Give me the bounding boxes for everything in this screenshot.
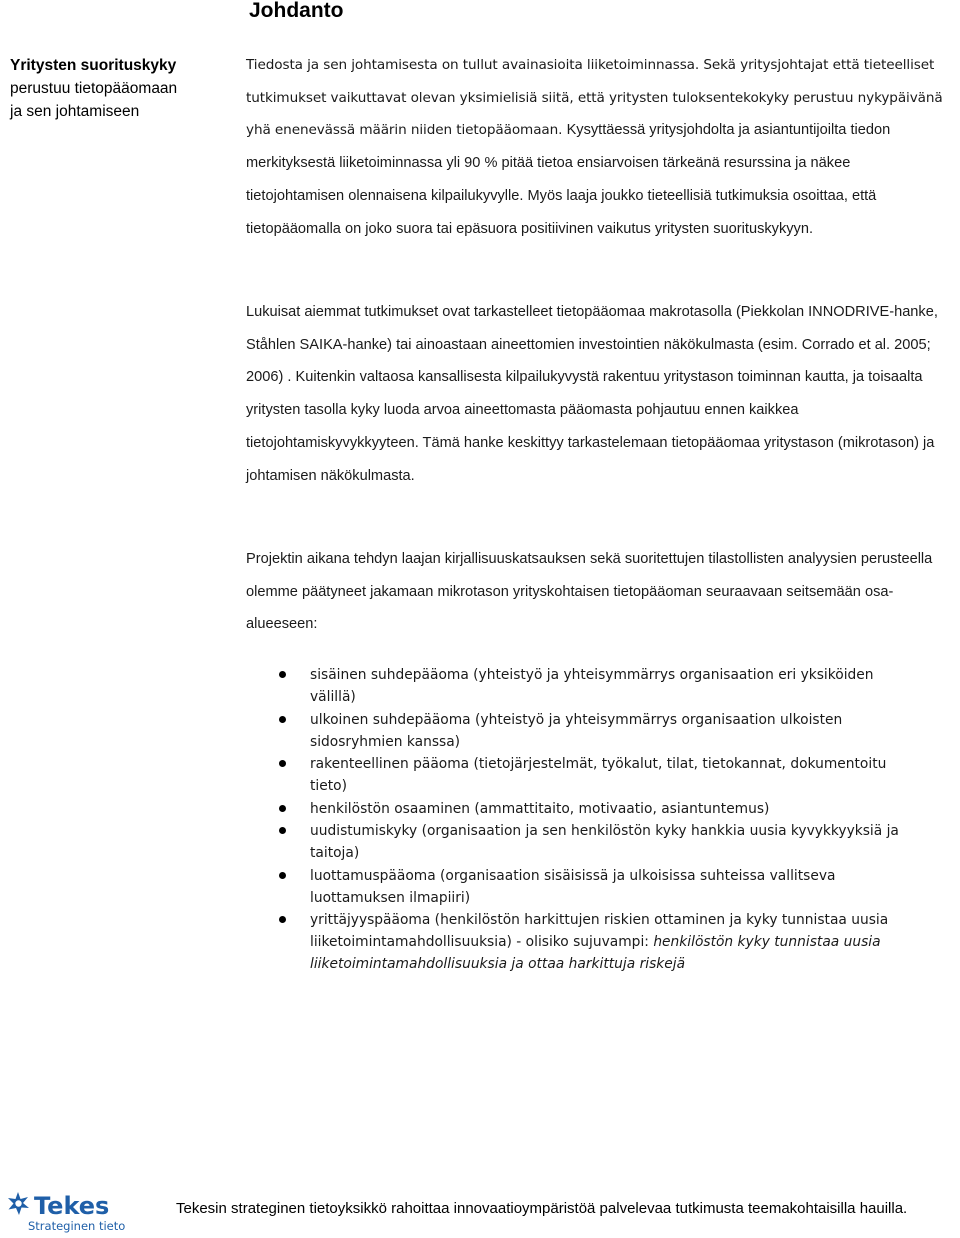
list-item-italic-text: henkilöstön kyky tunnistaa uusia liiketoimintamahdollisuuksia ja ottaa harkittuja riskejä bbox=[310, 934, 881, 972]
paragraph-intro bbox=[246, 49, 950, 245]
bullet-dot-icon bbox=[279, 760, 286, 767]
list-item bbox=[246, 820, 906, 864]
list-item bbox=[246, 909, 906, 975]
tekes-star-icon bbox=[8, 1192, 29, 1215]
list-item-text: uudistumiskyky (organisaation ja sen henkilöstön kyky hankkia uusia kyvykkyyksiä ja taitoja) bbox=[310, 823, 899, 861]
paragraph-previous-research: Lukuisat aiemmat tutkimukset ovat tarkastelleet tietopääomaa makrotasolla (Piekkolan INNODRIVE-hanke, Ståhlen SAIKA-hanke) tai ainoastaan aineettomien investointien näkökulmasta (esim. Corrado et al. 2005; 2006) . Kuitenkin valtaosa kansallisesta kilpailukyvystä rakentuu yritystason toiminnan kautta, ja toisaalta yritysten tasolla kyky luoda arvoa aineettomasta pääomasta pohjautuu ennen kaikkea tietojohtamiskyvykkyyteen. Tämä hanke keskittyy tarkastelemaan tietopääomaa yritystason (mikrotason) ja johtamisen näkökulmasta. bbox=[246, 304, 938, 484]
list-item-text: henkilöstön osaaminen (ammattitaito, motivaatio, asiantuntemus) bbox=[310, 800, 770, 817]
bullet-dot-icon bbox=[279, 916, 286, 923]
capital-areas-list bbox=[246, 664, 906, 976]
tekes-logo-subtext: Strateginen tieto bbox=[28, 1219, 126, 1233]
bullet-dot-icon bbox=[279, 805, 286, 812]
list-item-text: luottamuspääoma (organisaation sisäisissä ja ulkoisissa suhteissa vallitseva luottamuksen ilmapiiri) bbox=[310, 867, 836, 906]
list-item bbox=[246, 664, 906, 708]
list-item-text: ulkoinen suhdepääoma (yhteistyö ja yhteisymmärrys organisaation ulkoisten sidosryhmien kanssa) bbox=[310, 711, 843, 750]
list-item bbox=[246, 709, 906, 753]
side-heading-line-1: Yritysten suorituskyky bbox=[10, 57, 177, 74]
footer-text: Tekesin strateginen tietoyksikkö rahoittaa innovaatioympäristöä palvelevaa tutkimusta teemakohtaisilla hauilla. bbox=[176, 1200, 908, 1217]
bullet-dot-icon bbox=[279, 716, 286, 723]
list-item bbox=[246, 753, 906, 797]
page-title: Johdanto bbox=[249, 0, 344, 22]
tekes-logo-icon bbox=[4, 1188, 134, 1234]
list-item-text: rakenteellinen pääoma (tietojärjestelmät, työkalut, tilat, tietokannat, dokumentoitu tieto) bbox=[310, 756, 887, 794]
side-heading-line-2: perustuu tietopääomaan bbox=[10, 80, 178, 97]
bullet-dot-icon bbox=[279, 827, 286, 834]
list-item-text: sisäinen suhdepääoma (yhteistyö ja yhteisymmärrys organisaation eri yksiköiden välillä) bbox=[310, 667, 874, 705]
paragraph-intro-part-b: Kysyttäessä yritysjohdolta ja asiantuntijoilta tiedon merkityksestä liiketoiminnassa yli 90 % pitää tietoa ensiarvoisen tärkeänä resurssina ja näkee tietojohtamisen olennaisena kilpailukyvylle. Myös laaja joukko tieteellisiä tutkimuksia osoittaa, että tietopääomalla on joko suora tai epäsuora positiivinen vaikutus yritysten suorituskykyyn. bbox=[246, 122, 891, 237]
paragraph-project: Projektin aikana tehdyn laajan kirjallisuuskatsauksen sekä suoritettujen tilastollisten analyysien perusteella olemme päätyneet jakamaan mikrotason yrityskohtaisen tietopääoman seuraavaan seitsemään osa-alueeseen: bbox=[246, 551, 933, 633]
bullet-dot-icon bbox=[279, 671, 286, 678]
paragraph-intro-part-a: Tiedosta ja sen johtamisesta on tullut avainasioita liiketoiminnassa. Sekä yritysjohtajat että tieteelliset tutkimukset vaikuttavat olevan yksimielisiä siitä, että yritysten tuloksentekokyky perustuu nykypäivänä yhä enenevässä määrin niiden tietopääomaan. bbox=[246, 57, 943, 139]
list-item bbox=[246, 798, 906, 820]
bullet-dot-icon bbox=[279, 872, 286, 879]
side-heading-line-3: ja sen johtamiseen bbox=[10, 103, 140, 120]
list-item bbox=[246, 865, 906, 909]
tekes-logo-wordmark: Tekes bbox=[34, 1192, 110, 1220]
list-item-text: yrittäjyyspääoma (henkilöstön harkittujen riskien ottaminen ja kyky tunnistaa uusia liiketoimintamahdollisuuksia) - olisiko sujuvampi: bbox=[310, 912, 889, 950]
side-heading bbox=[10, 54, 210, 123]
